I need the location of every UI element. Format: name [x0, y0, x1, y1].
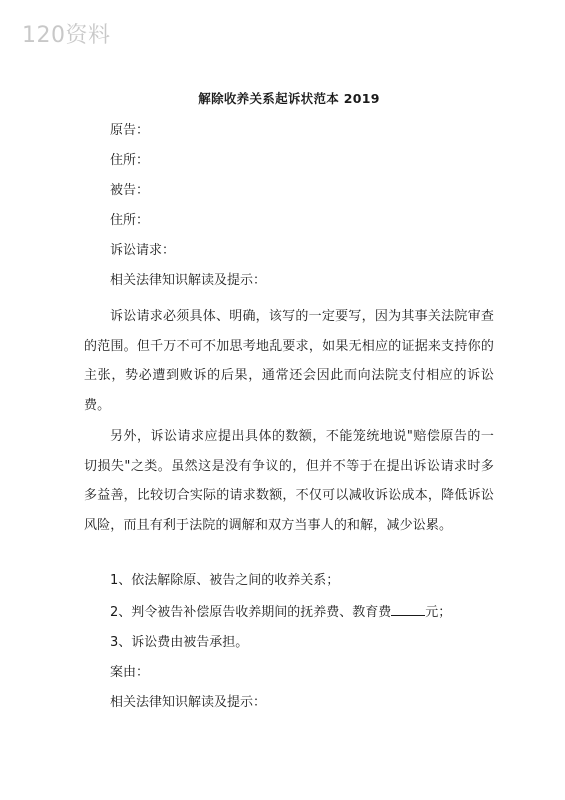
plaintiff-address-label: 住所： [110, 153, 150, 168]
legal-tips-heading-2: 相关法律知识解读及提示： [110, 695, 267, 710]
list-item: 1、依法解除原、被告之间的收养关系； [110, 573, 340, 588]
defendant-address-label: 住所： [110, 213, 150, 228]
list-item [110, 602, 494, 622]
watermark: 120资料 [22, 23, 111, 48]
plaintiff-label: 原告： [110, 123, 150, 138]
cause-label: 案由： [110, 665, 150, 680]
paragraph-claims-specific: 诉讼请求必须具体、明确，该写的一定要写，因为其事关法院审查的范围。但千万不可不加思考地乱要求，如果无相应的证据来支持你的主张，势必遭到败诉的后果，通常还会因此而向法院支付相应的诉讼费。 [84, 309, 494, 413]
document-title: 解除收养关系起诉状范本 2019 [198, 91, 380, 106]
paragraph-claims-amount: 另外，诉讼请求应提出具体的数额，不能笼统地说"赔偿原告的一切损失"之类。虽然这是没有争议的，但并不等于在提出诉讼请求时多多益善，比较切合实际的请求数额，不仅可以减收诉讼成本，降低诉讼风险，而且有利于法院的调解和双方当事人的和解，减少讼累。 [84, 429, 494, 533]
claims-heading: 诉讼请求： [110, 243, 176, 258]
legal-tips-heading: 相关法律知识解读及提示： [110, 273, 267, 288]
list-item: 3、诉讼费由被告承担。 [110, 635, 249, 650]
document-page [84, 88, 494, 724]
amount-blank [391, 602, 425, 616]
defendant-label: 被告： [110, 183, 150, 198]
list-item-suffix: 元； [425, 605, 452, 620]
list-item-text: 2、判令被告补偿原告收养期间的抚养费、教育费 [110, 605, 392, 620]
claims-list [84, 572, 494, 652]
